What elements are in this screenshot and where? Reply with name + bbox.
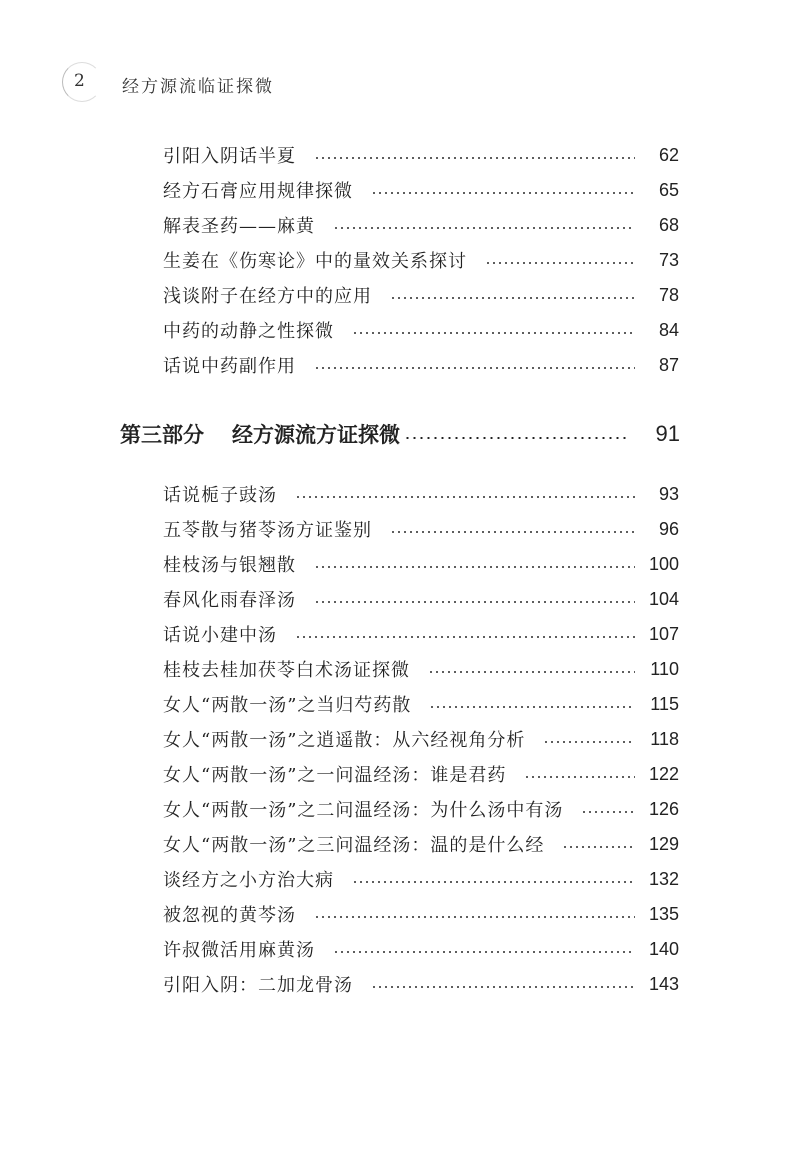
toc-entry[interactable] [163,689,679,719]
toc-entry-page: 122 [648,763,679,784]
toc-entry-title: 女人“两散一汤”之逍遥散：从六经视角分析 [163,730,526,751]
dot-leader [404,437,630,439]
dot-leader [429,706,635,708]
toc-entry-title: 话说栀子豉汤 [163,485,277,506]
dot-leader [485,262,635,264]
toc-entry[interactable] [163,210,679,240]
toc-entry[interactable] [163,759,679,789]
toc-entry-page: 118 [650,728,679,749]
toc-entry-title: 女人“两散一汤”之三问温经汤：温的是什么经 [163,835,545,856]
dot-leader [333,951,635,953]
dot-leader [314,367,635,369]
toc-entry-page: 104 [648,588,679,609]
dot-leader [314,157,635,159]
dot-leader [333,227,635,229]
toc-entry[interactable] [163,584,679,614]
dot-leader [428,671,635,673]
dot-leader [371,192,635,194]
toc-entry[interactable] [163,140,679,170]
toc-entry-title: 引阳入阴：二加龙骨汤 [163,975,353,996]
toc-entry-page: 126 [648,798,679,819]
toc-entry-page: 62 [658,144,679,165]
toc-entry[interactable] [163,654,679,684]
toc-entry-page: 84 [658,319,679,340]
part-heading[interactable] [120,416,680,452]
toc-entry[interactable] [163,280,679,310]
dot-leader [543,741,635,743]
toc-entry[interactable] [163,899,679,929]
toc-entry[interactable] [163,794,679,824]
toc-entry-title: 春风化雨春泽汤 [163,590,296,611]
page-number: 2 [74,71,85,91]
toc-entry[interactable] [163,315,679,345]
toc-entry-title: 浅谈附子在经方中的应用 [163,286,372,307]
toc-entry[interactable] [163,245,679,275]
dot-leader [390,297,635,299]
toc-entry-page: 135 [648,903,679,924]
toc-entry[interactable] [163,549,679,579]
toc-entry[interactable] [163,350,679,380]
toc-entry-page: 115 [650,693,679,714]
dot-leader [371,986,635,988]
toc-entry[interactable] [163,829,679,859]
dot-leader [295,636,635,638]
toc-entry-title: 桂枝汤与银翘散 [163,555,296,576]
dot-leader [390,531,635,533]
dot-leader [581,811,635,813]
book-title: 经方源流临证探微 [122,77,274,97]
toc-entry-page: 132 [648,868,679,889]
part-label: 第三部分 [120,423,204,447]
toc-entry[interactable] [163,619,679,649]
toc-entry[interactable] [163,479,679,509]
toc-entry-title: 话说小建中汤 [163,625,277,646]
part-page: 91 [655,421,680,446]
dot-leader [562,846,635,848]
toc-entry-title: 谈经方之小方治大病 [163,870,334,891]
toc-entry-title: 桂枝去桂加茯苓白术汤证探微 [163,660,410,681]
toc-entry[interactable] [163,864,679,894]
dot-leader [314,916,635,918]
dot-leader [352,332,635,334]
toc-entry-page: 68 [658,214,679,235]
dot-leader [314,566,635,568]
dot-leader [295,496,635,498]
toc-entry[interactable] [163,724,679,754]
dot-leader [314,601,635,603]
toc-entry-title: 话说中药副作用 [163,356,296,377]
toc-entry-page: 87 [658,354,679,375]
toc-entry[interactable] [163,175,679,205]
toc-entry-page: 110 [650,658,679,679]
dot-leader [524,776,635,778]
toc-entry[interactable] [163,934,679,964]
toc-entry-page: 96 [658,518,679,539]
toc-entry-title: 许叔微活用麻黄汤 [163,940,315,961]
toc-entry-page: 143 [648,973,679,994]
toc-entry-title: 经方石膏应用规律探微 [163,181,353,202]
toc-entry-page: 73 [658,249,679,270]
toc-entry-page: 129 [648,833,679,854]
toc-entry[interactable] [163,514,679,544]
toc-entry-title: 女人“两散一汤”之一问温经汤：谁是君药 [163,765,507,786]
dot-leader [352,881,635,883]
toc-entry-page: 65 [658,179,679,200]
toc-entry-page: 93 [658,483,679,504]
toc-entry-title: 引阳入阴话半夏 [163,146,296,167]
toc-entry-title: 中药的动静之性探微 [163,321,334,342]
toc-entry-page: 100 [648,553,679,574]
toc-entry-title: 生姜在《伤寒论》中的量效关系探讨 [163,251,467,272]
running-header [62,62,462,102]
toc-entry-title: 解表圣药——麻黄 [163,216,315,237]
toc-entry-page: 140 [648,938,679,959]
toc-entry-page: 107 [648,623,679,644]
toc-entry-page: 78 [658,284,679,305]
toc-entry-title: 五苓散与猪苓汤方证鉴别 [163,520,372,541]
toc-entry[interactable] [163,969,679,999]
toc-entry-title: 被忽视的黄芩汤 [163,905,296,926]
toc-entry-title: 女人“两散一汤”之当归芍药散 [163,695,412,716]
toc-entry-title: 女人“两散一汤”之二问温经汤：为什么汤中有汤 [163,800,564,821]
part-title: 经方源流方证探微 [232,423,400,447]
